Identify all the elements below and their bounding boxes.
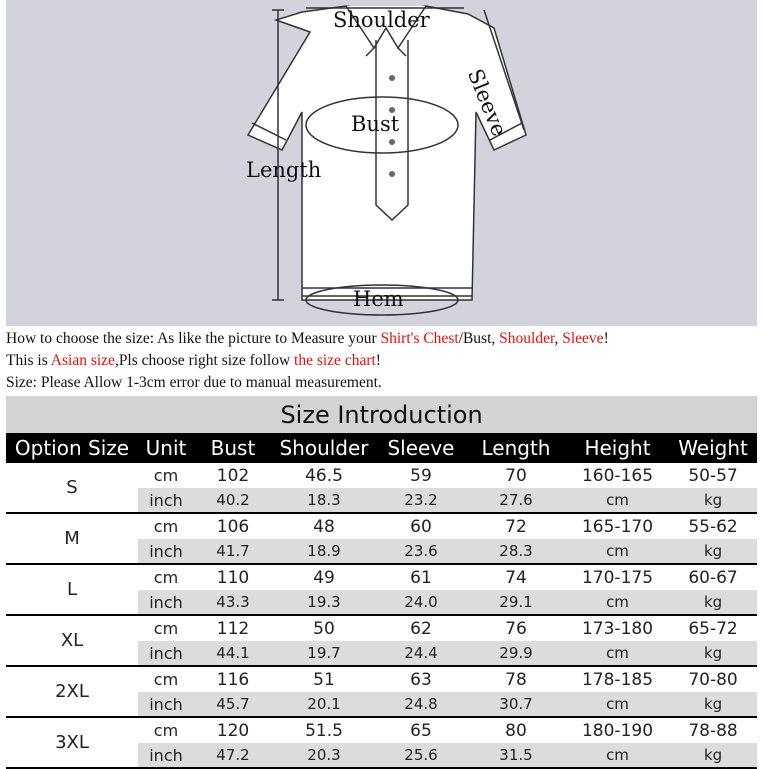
table-row-cm <box>6 564 757 590</box>
length-inch-cell: 31.5 <box>466 743 566 768</box>
shoulder-cm-cell: 49 <box>272 564 376 590</box>
sleeve-cm-cell: 62 <box>376 615 466 641</box>
shoulder-inch-cell: 19.7 <box>272 641 376 666</box>
size-notes <box>6 328 761 394</box>
table-row-cm <box>6 463 757 488</box>
weight-cm-cell: 78-88 <box>669 717 757 743</box>
shoulder-inch-cell: 20.3 <box>272 743 376 768</box>
measurement-diagram <box>6 0 757 326</box>
weight-cm-cell: 70-80 <box>669 666 757 692</box>
header-option-size: Option Size <box>6 433 138 463</box>
length-inch-cell: 30.7 <box>466 692 566 717</box>
bust-cm-cell: 110 <box>194 564 272 590</box>
weight-cm-cell: 50-57 <box>669 463 757 488</box>
height-cm-cell: 160-165 <box>566 463 669 488</box>
header-unit: Unit <box>138 433 194 463</box>
length-label: Length <box>246 158 322 182</box>
unit-cm-cell: cm <box>138 615 194 641</box>
sleeve-cm-cell: 61 <box>376 564 466 590</box>
sleeve-inch-cell: 23.2 <box>376 488 466 513</box>
header-shoulder: Shoulder <box>272 433 376 463</box>
shoulder-cm-cell: 46.5 <box>272 463 376 488</box>
size-cell: S <box>6 463 138 513</box>
note-line-asian-size: This is Asian size,Pls choose right size follow the size chart! <box>6 352 381 369</box>
header-weight: Weight <box>669 433 757 463</box>
length-inch-cell: 29.9 <box>466 641 566 666</box>
size-cell: XL <box>6 615 138 666</box>
table-row-cm <box>6 666 757 692</box>
unit-cm-cell: cm <box>138 463 194 488</box>
note-line-error: Size: Please Allow 1-3cm error due to manual measurement. <box>6 374 382 391</box>
height-cm-cell: 173-180 <box>566 615 669 641</box>
height-inch-cell: cm <box>566 590 669 615</box>
shirt-illustration <box>6 0 757 326</box>
table-row-cm <box>6 615 757 641</box>
table-row-cm <box>6 513 757 539</box>
size-cell: 3XL <box>6 717 138 768</box>
bust-inch-cell: 43.3 <box>194 590 272 615</box>
sleeve-inch-cell: 24.4 <box>376 641 466 666</box>
height-cm-cell: 170-175 <box>566 564 669 590</box>
bust-cm-cell: 112 <box>194 615 272 641</box>
weight-inch-cell: kg <box>669 539 757 564</box>
height-cm-cell: 165-170 <box>566 513 669 539</box>
unit-cm-cell: cm <box>138 564 194 590</box>
weight-cm-cell: 60-67 <box>669 564 757 590</box>
sleeve-cm-cell: 65 <box>376 717 466 743</box>
header-height: Height <box>566 433 669 463</box>
unit-cm-cell: cm <box>138 513 194 539</box>
bust-cm-cell: 120 <box>194 717 272 743</box>
table-row-cm <box>6 717 757 743</box>
hem-label: Hem <box>353 287 404 311</box>
weight-inch-cell: kg <box>669 692 757 717</box>
unit-inch-cell: inch <box>138 641 194 666</box>
shoulder-label: Shoulder <box>333 8 430 32</box>
height-inch-cell: cm <box>566 641 669 666</box>
length-inch-cell: 27.6 <box>466 488 566 513</box>
length-inch-cell: 29.1 <box>466 590 566 615</box>
unit-inch-cell: inch <box>138 692 194 717</box>
height-inch-cell: cm <box>566 692 669 717</box>
height-inch-cell: cm <box>566 743 669 768</box>
weight-inch-cell: kg <box>669 488 757 513</box>
shoulder-cm-cell: 51.5 <box>272 717 376 743</box>
shoulder-cm-cell: 48 <box>272 513 376 539</box>
header-sleeve: Sleeve <box>376 433 466 463</box>
size-cell: M <box>6 513 138 564</box>
bust-cm-cell: 106 <box>194 513 272 539</box>
height-inch-cell: cm <box>566 539 669 564</box>
weight-inch-cell: kg <box>669 743 757 768</box>
unit-inch-cell: inch <box>138 539 194 564</box>
note-line-measure: How to choose the size: As like the picture to Measure your Shirt's Chest/Bust, Shoulder, Sleeve! <box>6 330 609 347</box>
shoulder-inch-cell: 18.9 <box>272 539 376 564</box>
unit-cm-cell: cm <box>138 666 194 692</box>
table-body <box>6 463 757 768</box>
height-cm-cell: 180-190 <box>566 717 669 743</box>
table-title: Size Introduction <box>6 396 757 433</box>
length-cm-cell: 70 <box>466 463 566 488</box>
bust-inch-cell: 47.2 <box>194 743 272 768</box>
unit-cm-cell: cm <box>138 717 194 743</box>
length-cm-cell: 76 <box>466 615 566 641</box>
shoulder-inch-cell: 18.3 <box>272 488 376 513</box>
bust-inch-cell: 44.1 <box>194 641 272 666</box>
sleeve-inch-cell: 25.6 <box>376 743 466 768</box>
sleeve-inch-cell: 23.6 <box>376 539 466 564</box>
shoulder-inch-cell: 19.3 <box>272 590 376 615</box>
shoulder-cm-cell: 51 <box>272 666 376 692</box>
weight-cm-cell: 55-62 <box>669 513 757 539</box>
weight-inch-cell: kg <box>669 641 757 666</box>
shoulder-inch-cell: 20.1 <box>272 692 376 717</box>
bust-inch-cell: 45.7 <box>194 692 272 717</box>
size-chart-table <box>6 396 757 769</box>
sleeve-label: Sleeve <box>462 65 512 140</box>
length-inch-cell: 28.3 <box>466 539 566 564</box>
size-cell: L <box>6 564 138 615</box>
shoulder-cm-cell: 50 <box>272 615 376 641</box>
bust-label: Bust <box>351 112 400 136</box>
length-cm-cell: 80 <box>466 717 566 743</box>
size-cell: 2XL <box>6 666 138 717</box>
weight-cm-cell: 65-72 <box>669 615 757 641</box>
unit-inch-cell: inch <box>138 590 194 615</box>
unit-inch-cell: inch <box>138 488 194 513</box>
sleeve-cm-cell: 63 <box>376 666 466 692</box>
unit-inch-cell: inch <box>138 743 194 768</box>
header-bust: Bust <box>194 433 272 463</box>
weight-inch-cell: kg <box>669 590 757 615</box>
table-header-row <box>6 433 757 463</box>
length-guide-line <box>272 10 284 300</box>
header-length: Length <box>466 433 566 463</box>
bust-cm-cell: 116 <box>194 666 272 692</box>
length-cm-cell: 78 <box>466 666 566 692</box>
height-cm-cell: 178-185 <box>566 666 669 692</box>
bust-inch-cell: 41.7 <box>194 539 272 564</box>
length-cm-cell: 72 <box>466 513 566 539</box>
sleeve-cm-cell: 59 <box>376 463 466 488</box>
height-inch-cell: cm <box>566 488 669 513</box>
bust-inch-cell: 40.2 <box>194 488 272 513</box>
sleeve-inch-cell: 24.8 <box>376 692 466 717</box>
length-cm-cell: 74 <box>466 564 566 590</box>
sleeve-inch-cell: 24.0 <box>376 590 466 615</box>
bust-cm-cell: 102 <box>194 463 272 488</box>
sleeve-cm-cell: 60 <box>376 513 466 539</box>
